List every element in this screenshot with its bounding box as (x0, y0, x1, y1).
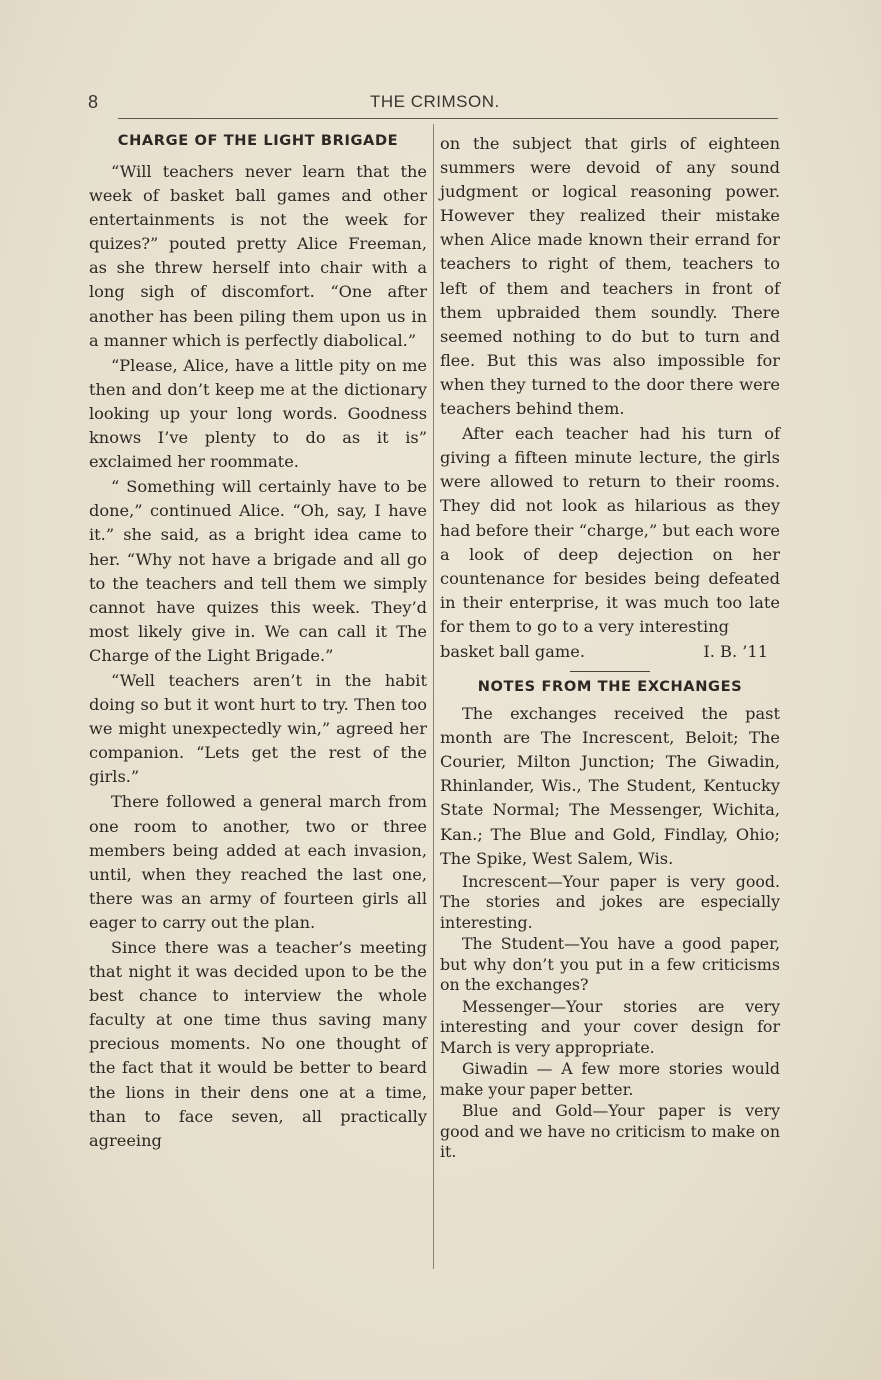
story-continuation: on the subject that girls of eighteen summers were devoid of any sound judgment or logical reasoning power. However they realized their mistake when Alice made known their errand for teachers to right of them, teachers to left of them and teachers in front of them upbraided them soundly. There seemed nothing to do but to turn and flee. But this was also impossible for when they turned to the door there were teachers behind them. (440, 134, 780, 419)
page-header (88, 92, 778, 120)
article-title-exchanges: NOTES FROM THE EXCHANGES (477, 678, 743, 696)
story-paragraph: “ Something will certainly have to be done,” continued Alice. “Oh, say, I have it.” she said, as a bright idea came to her. “Why not have a brigade and all go to the teachers and tell them we simply cannot have quizes this week. They’d most likely give in. We can call it The Charge of the Light Brigade.” (89, 477, 427, 665)
exchange-note: Messenger—Your stories are very interesting and your cover design for March is very appropriate. (440, 996, 780, 1057)
exchange-note: Giwadin — A few more stories would make your paper better. (440, 1059, 780, 1099)
page-number: 8 (88, 92, 99, 112)
header-rule (118, 118, 778, 119)
story-paragraph: “Please, Alice, have a little pity on me then and don’t keep me at the dictionary looking up your long words. Goodness knows I’ve plenty to do as it is” exclaimed her roommate. (89, 355, 427, 472)
exchange-note: Blue and Gold—Your paper is very good and we have no criticism to make on it. (440, 1101, 780, 1162)
running-title: THE CRIMSON. (370, 92, 500, 111)
story-last-line: basket ball game. (440, 641, 585, 661)
article-title-light-brigade: CHARGE OF THE LIGHT BRIGADE (117, 132, 399, 149)
left-column (89, 130, 427, 1154)
section-divider (570, 671, 650, 672)
exchanges-paragraph: The exchanges received the past month are The Increscent, Beloit; The Courier, Milton Junction; The Giwadin, Rhinlander, Wis., The Student, Kentucky State Normal; The Messenger, Wichita, Kan.; The Blue and Gold, Findlay, Ohio; The Spike, West Salem, Wis. (440, 704, 780, 868)
story-paragraph: There followed a general march from one room to another, two or three members being added at each invasion, until, when they reached the last one, there was an army of fourteen girls all eager to carry out the plan. (89, 792, 427, 932)
exchange-note: Increscent—Your paper is very good. The stories and jokes are especially interesting. (440, 871, 780, 932)
story-paragraph: After each teacher had his turn of giving a fifteen minute lecture, the girls were allowed to return to their rooms. They did not look as hilarious as they had before their “charge,” but each wore a look of deep dejection on her countenance for besides being defeated in their enterprise, it was much too late for them to go to a very interesting (440, 424, 780, 636)
author-byline: I. B. ’11 (703, 641, 768, 661)
column-divider (433, 124, 434, 1269)
story-paragraph: Since there was a teacher’s meeting that night it was decided upon to be the best chance to interview the whole faculty at one time thus saving many precious moments. No one thought of the fact that it would be better to beard the lions in their dens one at a time, than to face seven, all practically agreeing (89, 938, 427, 1150)
story-closing-line (440, 640, 780, 664)
right-column (440, 132, 780, 1164)
story-paragraph: “Will teachers never learn that the week of basket ball games and other entertainments is not the week for quizes?” pouted pretty Alice Freeman, as she threw herself into chair with a long sigh of discomfort. “One after another has been piling them upon us in a manner which is perfectly diabolical.” (89, 162, 427, 350)
story-paragraph: “Well teachers aren’t in the habit doing so but it wont hurt to try. Then too we might unexpectedly win,” agreed her companion. “Lets get the rest of the girls.” (89, 670, 427, 787)
exchange-note: The Student—You have a good paper, but why don’t you put in a few criticisms on the exchanges? (440, 934, 780, 995)
